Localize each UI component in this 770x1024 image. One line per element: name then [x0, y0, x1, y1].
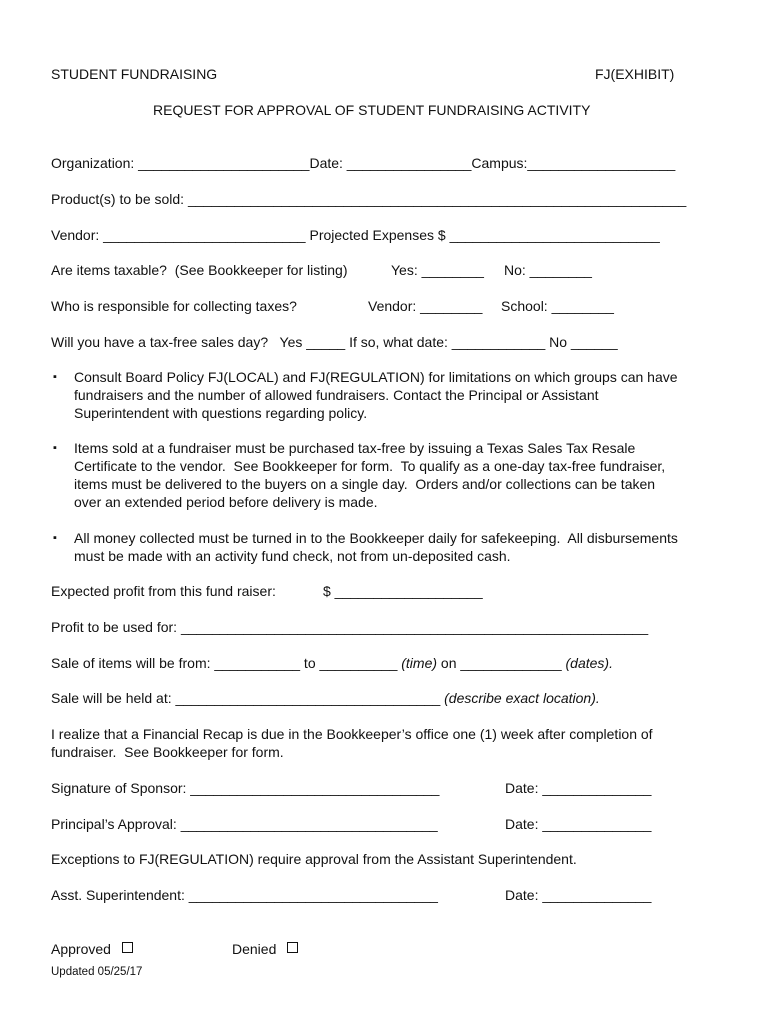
denied-label: Denied: [232, 941, 277, 957]
products-field[interactable]: Product(s) to be sold: ________________________________________________________________: [51, 191, 687, 207]
updated-date: Updated 05/25/17: [51, 966, 143, 978]
location-hint: (describe exact location).: [444, 690, 600, 706]
approved-option[interactable]: [51, 940, 133, 958]
exceptions-note: Exceptions to FJ(REGULATION) require approval from the Assistant Superintendent.: [51, 851, 577, 867]
policy-bullet-line: All money collected must be turned in to the Bookkeeper daily for safekeeping. All disbursements: [74, 530, 678, 546]
asst-superintendent-field[interactable]: Asst. Superintendent: ________________________________: [51, 887, 438, 903]
form-title: REQUEST FOR APPROVAL OF STUDENT FUNDRAISING ACTIVITY: [153, 102, 591, 118]
expected-profit-label: Expected profit from this fund raiser:: [51, 583, 276, 599]
sale-location-field[interactable]: [51, 689, 600, 707]
bullet-marker: ▪: [53, 442, 57, 454]
policy-bullet-line: must be made with an activity fund check, not from un-deposited cash.: [74, 548, 511, 564]
sponsor-signature-field[interactable]: Signature of Sponsor: ________________________________: [51, 780, 440, 796]
taxable-yes-field[interactable]: Yes: ________: [391, 262, 484, 278]
sale-on-text: on _____________: [437, 655, 566, 671]
asst-date-field[interactable]: Date: ______________: [505, 887, 652, 903]
policy-bullet-line: fundraisers and the number of allowed fundraisers. Contact the Principal or Assistant: [74, 387, 599, 403]
sale-dates-field[interactable]: [51, 654, 613, 672]
approved-checkbox[interactable]: [122, 942, 133, 953]
sale-held-text: Sale will be held at: __________________________________: [51, 690, 445, 706]
recap-notice-line: fundraiser. See Bookkeeper for form.: [51, 744, 284, 760]
sponsor-date-field[interactable]: Date: ______________: [505, 780, 652, 796]
recap-notice-line: I realize that a Financial Recap is due in the Bookkeeper’s office one (1) week after completion of: [51, 726, 653, 742]
bullet-marker: ▪: [53, 532, 57, 544]
dates-hint: (dates).: [565, 655, 613, 671]
taxable-no-field[interactable]: No: ________: [504, 262, 592, 278]
collect-school-field[interactable]: School: ________: [501, 298, 614, 314]
policy-bullet-line: items must be delivered to the buyers on a single day. Orders and/or collections can be taken: [74, 476, 656, 492]
principal-approval-field[interactable]: Principal’s Approval: _________________________________: [51, 816, 438, 832]
organization-field[interactable]: Organization: ______________________Date: ________________Campus:___________________: [51, 155, 676, 171]
taxable-question: Are items taxable? (See Bookkeeper for listing): [51, 262, 348, 278]
form-header-left: STUDENT FUNDRAISING: [51, 66, 218, 82]
sale-from-text: Sale of items will be from: ___________ to __________: [51, 655, 402, 671]
form-header-right: FJ(EXHIBIT): [595, 66, 675, 82]
collect-taxes-question: Who is responsible for collecting taxes?: [51, 298, 297, 314]
bullet-marker: ▪: [53, 371, 57, 383]
policy-bullet-line: Consult Board Policy FJ(LOCAL) and FJ(REGULATION) for limitations on which groups can have: [74, 369, 678, 385]
expected-profit-field[interactable]: $ ___________________: [323, 583, 483, 599]
policy-bullet-line: Certificate to the vendor. See Bookkeeper for form. To qualify as a one-day tax-free fundraiser,: [74, 458, 666, 474]
approved-label: Approved: [51, 941, 111, 957]
profit-use-field[interactable]: Profit to be used for: ____________________________________________________________: [51, 619, 649, 635]
principal-date-field[interactable]: Date: ______________: [505, 816, 652, 832]
policy-bullet-line: Superintendent with questions regarding policy.: [74, 405, 368, 421]
vendor-field[interactable]: Vendor: __________________________ Projected Expenses $ ___________________________: [51, 227, 660, 243]
policy-bullet-line: over an extended period before delivery is made.: [74, 494, 378, 510]
policy-bullet-line: Items sold at a fundraiser must be purchased tax-free by issuing a Texas Sales Tax Resale: [74, 440, 636, 456]
time-hint: (time): [401, 655, 438, 671]
collect-vendor-field[interactable]: Vendor: ________: [368, 298, 483, 314]
denied-option[interactable]: [232, 940, 298, 958]
tax-free-day-field[interactable]: Will you have a tax-free sales day? Yes _____ If so, what date: ____________ No ______: [51, 334, 618, 350]
denied-checkbox[interactable]: [287, 942, 298, 953]
